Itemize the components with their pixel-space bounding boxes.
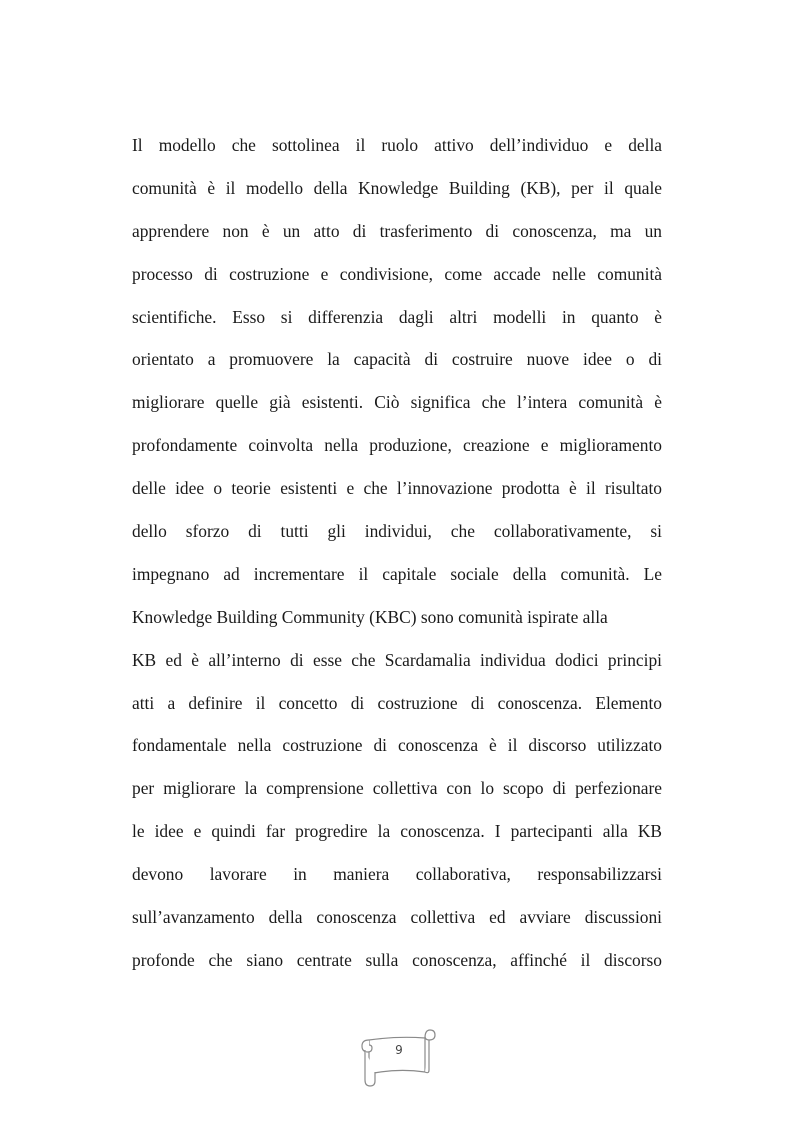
text-line: delle idee o teorie esistenti e che l’innovazione prodotta è il risultato xyxy=(132,478,662,499)
text-line: dello sforzo di tutti gli individui, che collaborativamente, si xyxy=(132,521,662,542)
text-line: processo di costruzione e condivisione, come accade nelle comunità xyxy=(132,263,662,284)
page-number-scroll xyxy=(357,1026,437,1088)
text-line: apprendere non è un atto di trasferimento di conoscenza, ma un xyxy=(132,220,662,241)
page-number: 9 xyxy=(395,1043,403,1057)
text-line: devono lavorare in maniera collaborativa, responsabilizzarsi xyxy=(132,864,662,885)
text-line: scientifiche. Esso si differenzia dagli altri modelli in quanto è xyxy=(132,306,662,327)
scroll-ornament-icon xyxy=(357,1026,437,1088)
body-paragraph xyxy=(132,124,662,982)
text-line: sull’avanzamento della conoscenza collettiva ed avviare discussioni xyxy=(132,907,662,928)
text-line: comunità è il modello della Knowledge Building (KB), per il quale xyxy=(132,177,662,198)
text-line: impegnano ad incrementare il capitale sociale della comunità. Le xyxy=(132,563,662,584)
text-line: Knowledge Building Community (KBC) sono comunità ispirate alla xyxy=(132,606,608,627)
text-line: Il modello che sottolinea il ruolo attivo dell’individuo e della xyxy=(132,135,662,155)
text-line: orientato a promuovere la capacità di costruire nuove idee o di xyxy=(132,349,662,370)
text-line: migliorare quelle già esistenti. Ciò significa che l’intera comunità è xyxy=(132,392,662,413)
text-line: atti a definire il concetto di costruzione di conoscenza. Elemento xyxy=(132,692,662,713)
text-line: per migliorare la comprensione collettiva con lo scopo di perfezionare xyxy=(132,778,662,799)
text-line: fondamentale nella costruzione di conoscenza è il discorso utilizzato xyxy=(132,735,662,756)
text-line: profonde che siano centrate sulla conoscenza, affinché il discorso xyxy=(132,949,662,970)
text-line: KB ed è all’interno di esse che Scardamalia individua dodici principi xyxy=(132,649,662,670)
text-line: profondamente coinvolta nella produzione, creazione e miglioramento xyxy=(132,435,662,456)
text-line: le idee e quindi far progredire la conoscenza. I partecipanti alla KB xyxy=(132,821,662,842)
